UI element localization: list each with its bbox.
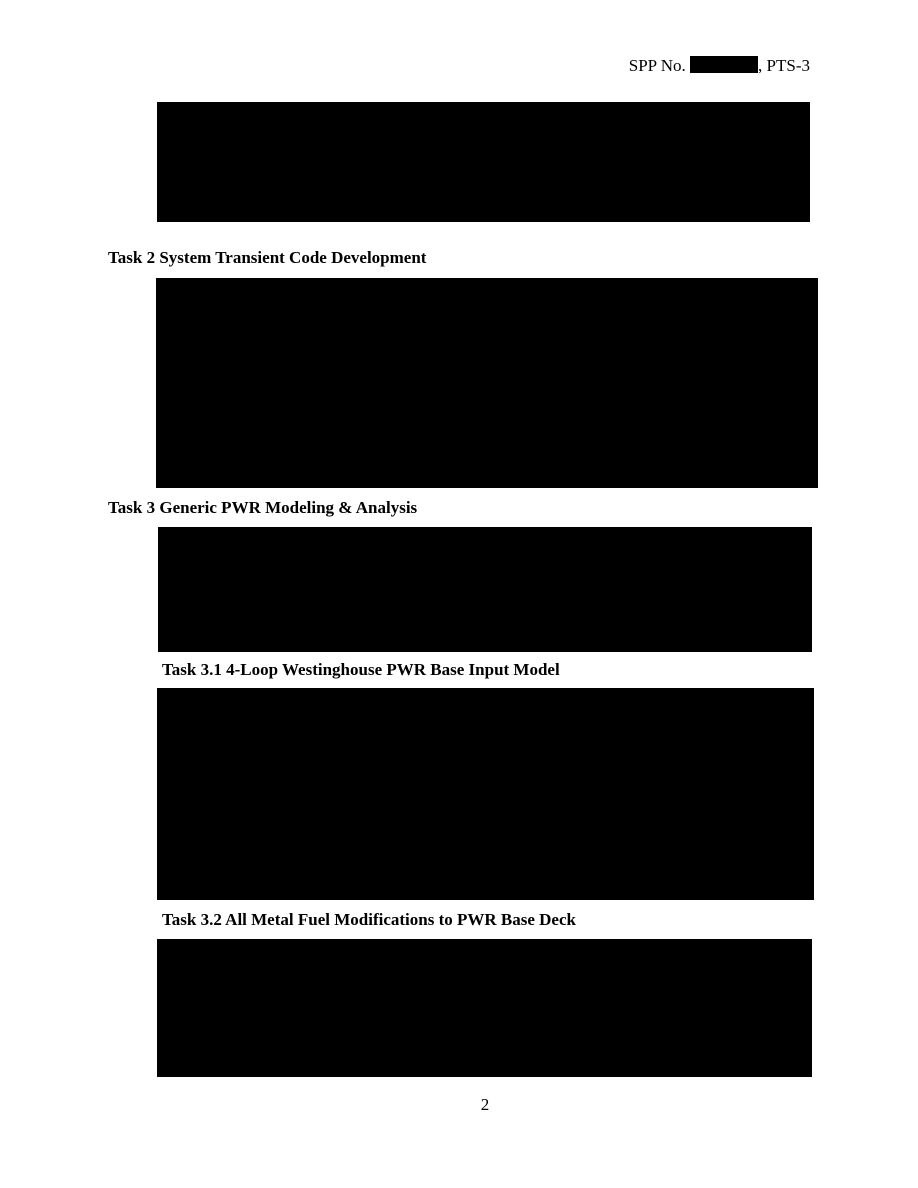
redacted-block-1 xyxy=(157,102,810,222)
redacted-spp-number xyxy=(690,56,758,73)
header-prefix: SPP No. xyxy=(628,56,686,75)
heading-task-2: Task 2 System Transient Code Development xyxy=(108,248,427,267)
redacted-block-4 xyxy=(157,688,814,900)
heading-task-3-1: Task 3.1 4-Loop Westinghouse PWR Base Input Model xyxy=(162,660,560,679)
page-number: 2 xyxy=(480,1095,490,1114)
heading-task-3-2: Task 3.2 All Metal Fuel Modifications to PWR Base Deck xyxy=(162,910,576,929)
heading-task-3: Task 3 Generic PWR Modeling & Analysis xyxy=(108,498,418,517)
redacted-block-3 xyxy=(158,527,812,652)
document-header xyxy=(629,55,810,77)
redacted-block-2 xyxy=(156,278,818,488)
header-suffix: , PTS-3 xyxy=(758,56,810,75)
redacted-block-5 xyxy=(157,939,812,1077)
